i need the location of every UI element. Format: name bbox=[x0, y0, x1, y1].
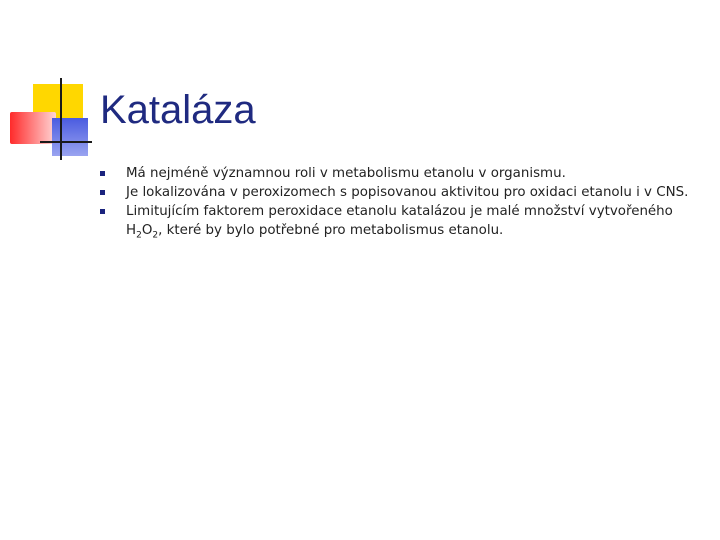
square-bullet-icon bbox=[100, 171, 105, 176]
subscript: 2 bbox=[152, 230, 159, 241]
logo-red-bar bbox=[10, 112, 56, 144]
logo-blue-square bbox=[52, 118, 88, 156]
bullet-text bbox=[126, 204, 673, 241]
bullet-list bbox=[100, 164, 690, 240]
bullet-item bbox=[100, 164, 690, 183]
logo-horizontal-line bbox=[40, 141, 92, 143]
bullet-text-after: , které by bylo potřebné pro metabolismus etanolu. bbox=[158, 223, 504, 238]
bullet-text-before: Limitujícím faktorem peroxidace etanolu katalázou je malé množství vytvořeného H bbox=[126, 204, 673, 238]
subscript: 2 bbox=[136, 230, 142, 241]
bullet-text: Je lokalizována v peroxizomech s popisovanou aktivitou pro oxidaci etanolu i v CNS. bbox=[126, 185, 689, 200]
logo-vertical-line bbox=[60, 78, 62, 160]
bullet-text: Má nejméně významnou roli v metabolismu etanolu v organismu. bbox=[126, 166, 566, 181]
square-bullet-icon bbox=[100, 209, 105, 214]
bullet-item bbox=[100, 202, 690, 240]
square-bullet-icon bbox=[100, 190, 105, 195]
slide-title: Kataláza bbox=[100, 88, 256, 132]
bullet-item bbox=[100, 183, 690, 202]
bullet-text-mid: O bbox=[141, 223, 153, 238]
